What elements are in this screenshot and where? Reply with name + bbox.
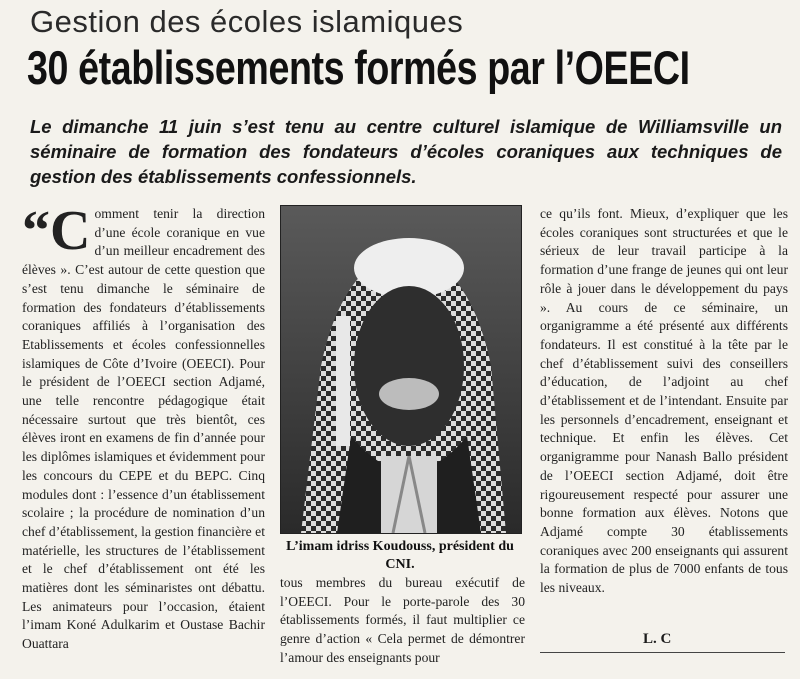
article-column-2 [280, 574, 525, 668]
imam-portrait-illustration [281, 206, 521, 533]
closing-divider [540, 652, 785, 653]
column-3-text: ce qu’ils font. Mieux, d’expliquer que les écoles coraniques sont structurées et que le sérieux de leur travail participe à la formation d’une frange de jeunes qui ont leur rôle à jouer dans le développement du pays ». Au cours de ce séminaire, un organigramme a été présenté aux différents fondateurs. Il est constitué à la tête par le chef d’établissement suivi des conseillers d’éducation, de l’adjoint au chef d’établissement et de l’intendant. Ensuite par les personnels d’encadrement, enseignant et technique. Et enfin les élèves. Cet organigramme pour Nanash Ballo président de l’OEECI section Adjamé, doit être rigoureusement respecté pour assurer une bonne formation aux élèves. Notons que Adjamé compte 30 établissements coraniques avec 200 enseignants qui assurent la formation de plus de 7000 enfants de tous les niveaux. [540, 206, 788, 596]
column-2-text: tous membres du bureau exécutif de l’OEECI. Pour le porte-parole des 30 établissements formés, il faut multiplier ce genre d’action « Cela permet de démontrer l’amour des enseignants pour [280, 575, 525, 665]
article-lead: Le dimanche 11 juin s’est tenu au centre culturel islamique de Williamsville un séminaire de formation des fondateurs d’écoles coraniques aux techniques de gestion des établissements confessionnels. [30, 116, 782, 187]
portrait-photo [280, 205, 522, 534]
article-headline: 30 établissements formés par l’OEECI [27, 41, 690, 94]
author-signature: L. C [643, 631, 672, 647]
drop-cap: “C [22, 200, 91, 262]
article-column-3 [540, 205, 788, 598]
article-kicker: Gestion des écoles islamiques [30, 4, 464, 39]
photo-caption: L’imam idriss Koudouss, président du CNI. [286, 539, 514, 572]
article-column-1 [22, 200, 265, 654]
column-1-text: omment tenir la direction d’une école coranique en vue d’un meilleur encadrement des élèves ». C’est autour de cette question que s’est tenu dimanche le séminaire de formation des fondateurs d’établissements coraniques affiliés à l’organisation des Etablissements et écoles confessionnelles islamiques de Côte d’Ivoire (OEECI). Pour le président de l’OEECI section Adjamé, une telle rencontre pédagogique était nécessaire surtout que très bientôt, ces élèves iront en examens de fin d’année pour les diplômes islamiques et évidemment pour les concours du CEPE et du BEPC. Cinq modules dont : l’essence d’un établissement scolaire ; la procédure de nomination d’un chef d’établissement, la gestion financière et matérielle, les structures de l’établissement et le chef d’établissement ont été les matières dont les séminaristes ont débattu. Les animateurs pour l’occasion, étaient l’imam Koné Adulkarim et Oustase Bachir Ouattara [22, 206, 265, 652]
